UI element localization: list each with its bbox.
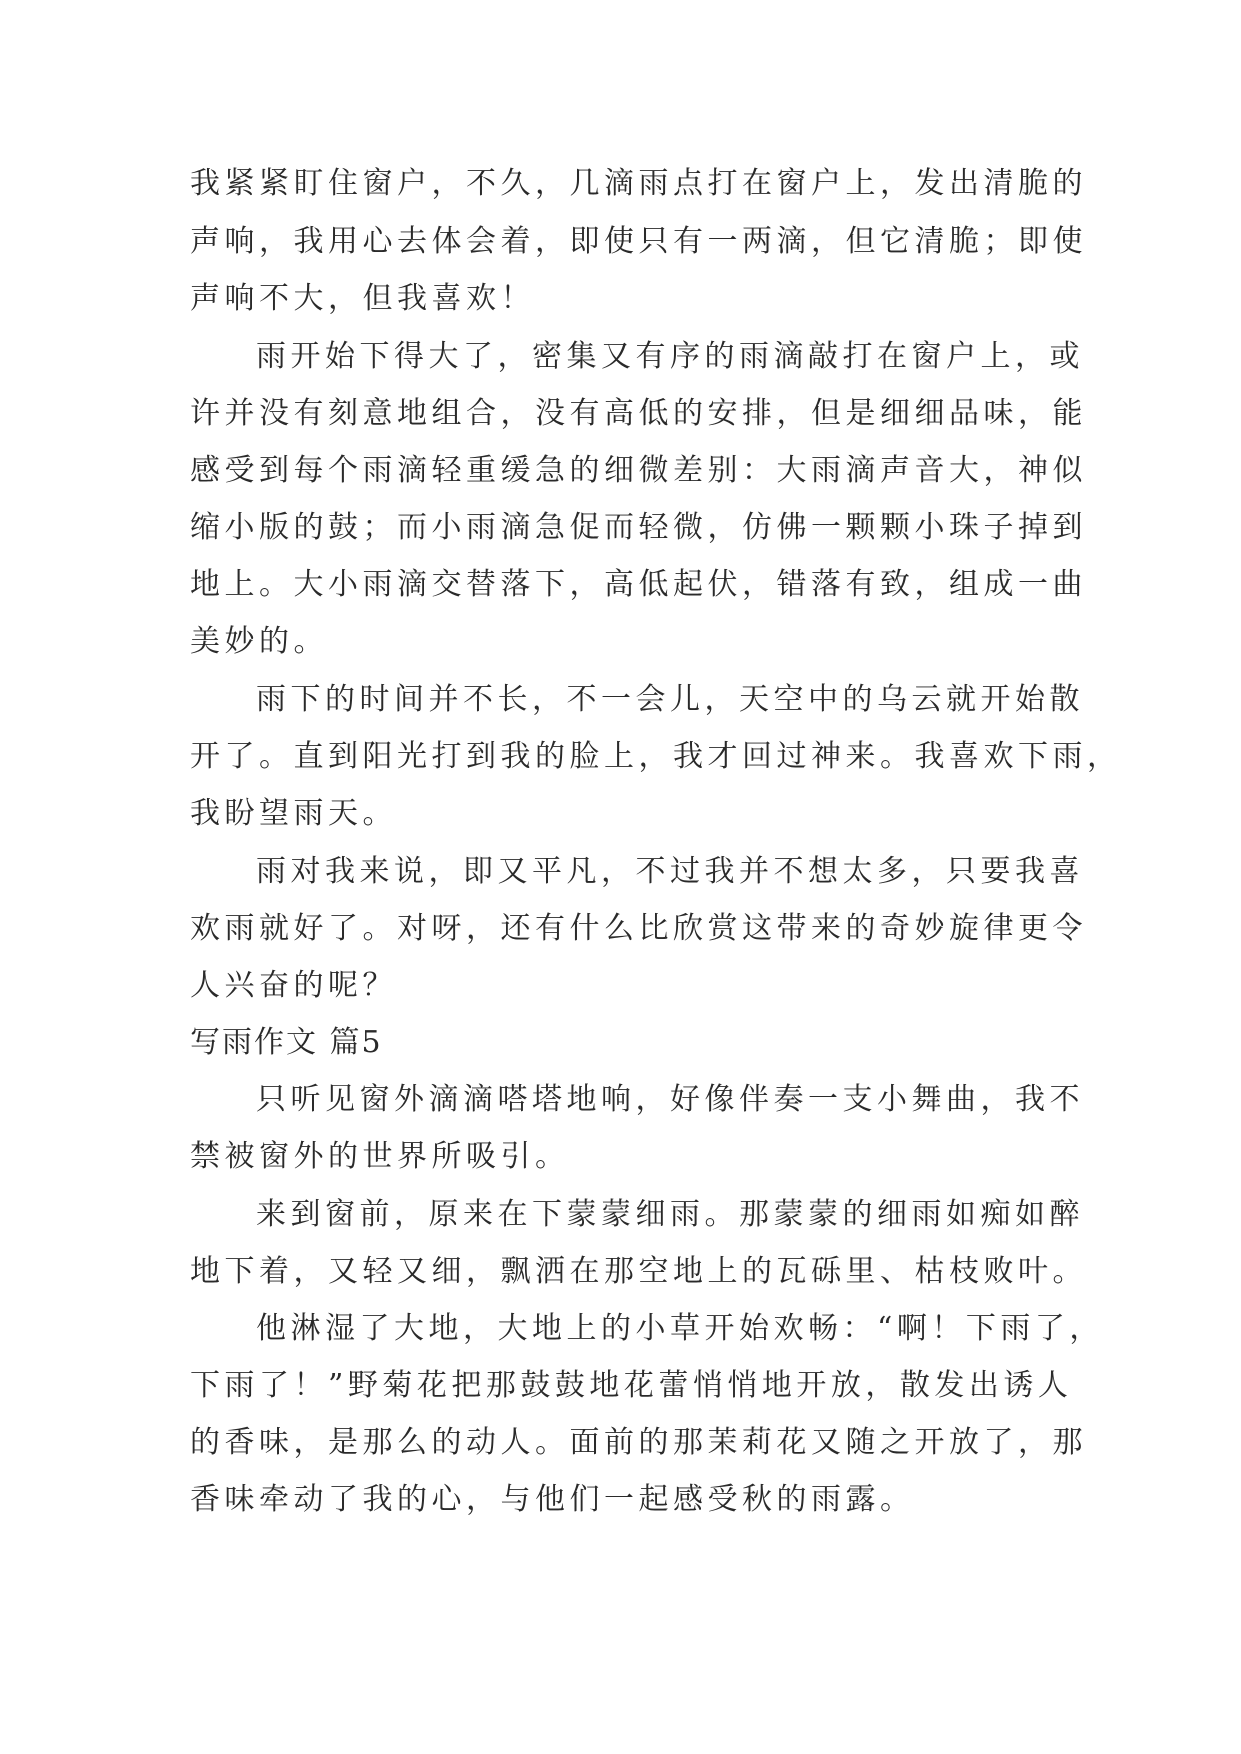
text-line: 禁被窗外的世界所吸引。	[190, 1139, 570, 1174]
paragraph-first-line: 来到窗前，原来在下蒙蒙细雨。那蒙蒙的细雨如痴如醉	[256, 1197, 1084, 1232]
text-line: 欢雨就好了。对呀，还有什么比欣赏这带来的奇妙旋律更令	[190, 911, 1087, 946]
paragraph-first-line: 雨下的时间并不长，不一会儿，天空中的乌云就开始散	[256, 682, 1084, 717]
text-line: 的香味，是那么的动人。面前的那茉莉花又随之开放了，那	[190, 1425, 1087, 1460]
paragraph-first-line: 雨对我来说，即又平凡，不过我并不想太多，只要我喜	[256, 854, 1084, 889]
text-line: 美妙的。	[190, 624, 328, 659]
text-line: 我盼望雨天。	[190, 796, 397, 831]
paragraph-first-line: 只听见窗外滴滴嗒塔地响，好像伴奏一支小舞曲，我不	[256, 1082, 1084, 1117]
text-line: 缩小版的鼓；而小雨滴急促而轻微，仿佛一颗颗小珠子掉到	[190, 510, 1087, 545]
text-line: 地下着，又轻又细，飘洒在那空地上的瓦砾里、枯枝败叶。	[190, 1254, 1087, 1289]
text-line: 开了。直到阳光打到我的脸上，我才回过神来。我喜欢下雨，	[190, 739, 1122, 774]
text-line: 感受到每个雨滴轻重缓急的细微差别：大雨滴声音大，神似	[190, 453, 1087, 488]
text-line: 下雨了！”野菊花把那鼓鼓地花蕾悄悄地开放，散发出诱人	[190, 1368, 1073, 1403]
text-line: 香味牵动了我的心，与他们一起感受秋的雨露。	[190, 1482, 915, 1517]
text-line: 声响不大，但我喜欢！	[190, 281, 535, 316]
text-line: 许并没有刻意地组合，没有高低的安排，但是细细品味，能	[190, 396, 1087, 431]
text-line: 声响，我用心去体会着，即使只有一两滴，但它清脆；即使	[190, 224, 1087, 259]
paragraph-first-line: 雨开始下得大了，密集又有序的雨滴敲打在窗户上，或	[256, 339, 1084, 374]
text-line: 地上。大小雨滴交替落下，高低起伏，错落有致，组成一曲	[190, 567, 1087, 602]
text-line: 我紧紧盯住窗户，不久，几滴雨点打在窗户上，发出清脆的	[190, 166, 1087, 201]
paragraph-first-line: 他淋湿了大地，大地上的小草开始欢畅：“啊！下雨了，	[256, 1311, 1104, 1346]
text-line: 人兴奋的呢？	[190, 968, 397, 1003]
section-heading: 写雨作文 篇5	[190, 1025, 383, 1060]
